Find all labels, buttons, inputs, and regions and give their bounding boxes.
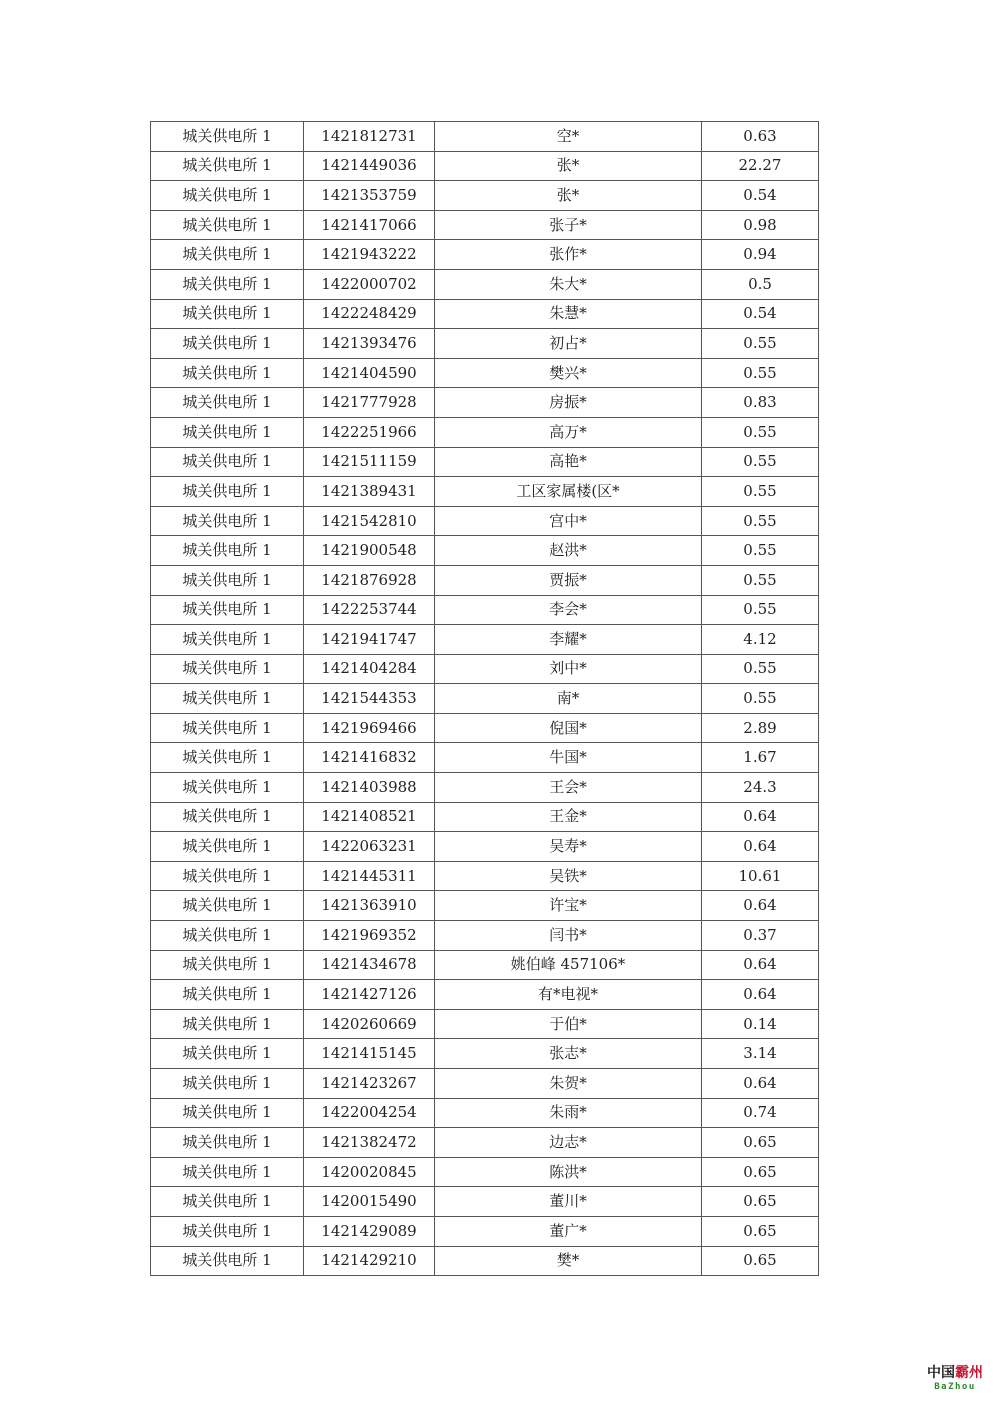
table-row bbox=[151, 1246, 819, 1276]
account-number-cell: 1421434678 bbox=[304, 950, 435, 980]
table-row bbox=[151, 1069, 819, 1099]
customer-name-cell: 董广* bbox=[435, 1216, 702, 1246]
customer-name-cell: 工区家属楼(区* bbox=[435, 477, 702, 507]
table-row bbox=[151, 210, 819, 240]
customer-name-cell: 刘中* bbox=[435, 654, 702, 684]
station-cell: 城关供电所 1 bbox=[151, 950, 304, 980]
table-row bbox=[151, 1039, 819, 1069]
customer-name-cell: 空* bbox=[435, 122, 702, 152]
customer-name-cell: 张子* bbox=[435, 210, 702, 240]
station-cell: 城关供电所 1 bbox=[151, 625, 304, 655]
account-number-cell: 1422004254 bbox=[304, 1098, 435, 1128]
amount-cell: 0.55 bbox=[702, 358, 819, 388]
station-cell: 城关供电所 1 bbox=[151, 1128, 304, 1158]
station-cell: 城关供电所 1 bbox=[151, 122, 304, 152]
account-number-cell: 1422248429 bbox=[304, 299, 435, 329]
customer-name-cell: 高万* bbox=[435, 417, 702, 447]
amount-cell: 0.65 bbox=[702, 1187, 819, 1217]
account-number-cell: 1421389431 bbox=[304, 477, 435, 507]
table-row bbox=[151, 861, 819, 891]
station-cell: 城关供电所 1 bbox=[151, 1009, 304, 1039]
customer-name-cell: 边志* bbox=[435, 1128, 702, 1158]
table-row bbox=[151, 388, 819, 418]
account-number-cell: 1421429210 bbox=[304, 1246, 435, 1276]
table-row bbox=[151, 921, 819, 951]
table-row bbox=[151, 980, 819, 1010]
table-row bbox=[151, 1187, 819, 1217]
watermark-title bbox=[922, 1366, 988, 1380]
station-cell: 城关供电所 1 bbox=[151, 773, 304, 803]
customer-name-cell: 董川* bbox=[435, 1187, 702, 1217]
station-cell: 城关供电所 1 bbox=[151, 1039, 304, 1069]
account-number-cell: 1421403988 bbox=[304, 773, 435, 803]
station-cell: 城关供电所 1 bbox=[151, 210, 304, 240]
account-number-cell: 1421777928 bbox=[304, 388, 435, 418]
customer-name-cell: 王会* bbox=[435, 773, 702, 803]
amount-cell: 3.14 bbox=[702, 1039, 819, 1069]
amount-cell: 10.61 bbox=[702, 861, 819, 891]
table-body bbox=[151, 122, 819, 1276]
customer-name-cell: 高艳* bbox=[435, 447, 702, 477]
account-number-cell: 1421363910 bbox=[304, 891, 435, 921]
table-row bbox=[151, 1128, 819, 1158]
table-row bbox=[151, 506, 819, 536]
amount-cell: 0.64 bbox=[702, 980, 819, 1010]
amount-cell: 0.83 bbox=[702, 388, 819, 418]
station-cell: 城关供电所 1 bbox=[151, 240, 304, 270]
customer-name-cell: 李耀* bbox=[435, 625, 702, 655]
station-cell: 城关供电所 1 bbox=[151, 891, 304, 921]
customer-name-cell: 姚伯峰 457106* bbox=[435, 950, 702, 980]
amount-cell: 0.98 bbox=[702, 210, 819, 240]
account-number-cell: 1421941747 bbox=[304, 625, 435, 655]
station-cell: 城关供电所 1 bbox=[151, 743, 304, 773]
table-row bbox=[151, 299, 819, 329]
account-number-cell: 1421429089 bbox=[304, 1216, 435, 1246]
account-number-cell: 1421544353 bbox=[304, 684, 435, 714]
customer-name-cell: 朱慧* bbox=[435, 299, 702, 329]
station-cell: 城关供电所 1 bbox=[151, 1157, 304, 1187]
account-number-cell: 1422251966 bbox=[304, 417, 435, 447]
table-row bbox=[151, 447, 819, 477]
table-row bbox=[151, 358, 819, 388]
customer-name-cell: 房振* bbox=[435, 388, 702, 418]
account-number-cell: 1421445311 bbox=[304, 861, 435, 891]
table-row bbox=[151, 595, 819, 625]
account-number-cell: 1421812731 bbox=[304, 122, 435, 152]
station-cell: 城关供电所 1 bbox=[151, 417, 304, 447]
table-row bbox=[151, 625, 819, 655]
table-row bbox=[151, 181, 819, 211]
station-cell: 城关供电所 1 bbox=[151, 477, 304, 507]
station-cell: 城关供电所 1 bbox=[151, 1216, 304, 1246]
table-row bbox=[151, 654, 819, 684]
station-cell: 城关供电所 1 bbox=[151, 654, 304, 684]
account-number-cell: 1421416832 bbox=[304, 743, 435, 773]
station-cell: 城关供电所 1 bbox=[151, 181, 304, 211]
amount-cell: 0.55 bbox=[702, 506, 819, 536]
watermark-logo bbox=[922, 1366, 988, 1392]
account-number-cell: 1422253744 bbox=[304, 595, 435, 625]
customer-name-cell: 贾振* bbox=[435, 565, 702, 595]
amount-cell: 0.55 bbox=[702, 477, 819, 507]
amount-cell: 0.54 bbox=[702, 299, 819, 329]
table-row bbox=[151, 802, 819, 832]
table-row bbox=[151, 417, 819, 447]
station-cell: 城关供电所 1 bbox=[151, 832, 304, 862]
account-number-cell: 1420260669 bbox=[304, 1009, 435, 1039]
table-row bbox=[151, 950, 819, 980]
table-row bbox=[151, 536, 819, 566]
account-number-cell: 1421404284 bbox=[304, 654, 435, 684]
customer-name-cell: 张* bbox=[435, 151, 702, 181]
amount-cell: 2.89 bbox=[702, 713, 819, 743]
amount-cell: 0.94 bbox=[702, 240, 819, 270]
customer-name-cell: 许宝* bbox=[435, 891, 702, 921]
table-row bbox=[151, 832, 819, 862]
customer-name-cell: 张志* bbox=[435, 1039, 702, 1069]
account-number-cell: 1421943222 bbox=[304, 240, 435, 270]
station-cell: 城关供电所 1 bbox=[151, 980, 304, 1010]
account-number-cell: 1421353759 bbox=[304, 181, 435, 211]
table-row bbox=[151, 773, 819, 803]
amount-cell: 0.55 bbox=[702, 565, 819, 595]
station-cell: 城关供电所 1 bbox=[151, 536, 304, 566]
watermark-part1: 中国 bbox=[927, 1365, 955, 1381]
table-row bbox=[151, 329, 819, 359]
customer-name-cell: 南* bbox=[435, 684, 702, 714]
watermark-sub: BaZhou bbox=[934, 1382, 976, 1392]
amount-cell: 24.3 bbox=[702, 773, 819, 803]
customer-name-cell: 宫中* bbox=[435, 506, 702, 536]
account-number-cell: 1421449036 bbox=[304, 151, 435, 181]
station-cell: 城关供电所 1 bbox=[151, 595, 304, 625]
amount-cell: 0.63 bbox=[702, 122, 819, 152]
table-row bbox=[151, 269, 819, 299]
amount-cell: 0.74 bbox=[702, 1098, 819, 1128]
table-row bbox=[151, 477, 819, 507]
account-number-cell: 1421542810 bbox=[304, 506, 435, 536]
amount-cell: 0.64 bbox=[702, 891, 819, 921]
table-row bbox=[151, 240, 819, 270]
account-number-cell: 1421427126 bbox=[304, 980, 435, 1010]
data-table bbox=[150, 121, 819, 1276]
station-cell: 城关供电所 1 bbox=[151, 1187, 304, 1217]
customer-name-cell: 樊兴* bbox=[435, 358, 702, 388]
station-cell: 城关供电所 1 bbox=[151, 1246, 304, 1276]
table-row bbox=[151, 122, 819, 152]
table-row bbox=[151, 1009, 819, 1039]
customer-name-cell: 王金* bbox=[435, 802, 702, 832]
amount-cell: 0.64 bbox=[702, 950, 819, 980]
amount-cell: 0.55 bbox=[702, 329, 819, 359]
customer-name-cell: 陈洪* bbox=[435, 1157, 702, 1187]
amount-cell: 0.65 bbox=[702, 1216, 819, 1246]
amount-cell: 1.67 bbox=[702, 743, 819, 773]
station-cell: 城关供电所 1 bbox=[151, 1098, 304, 1128]
account-number-cell: 1421900548 bbox=[304, 536, 435, 566]
account-number-cell: 1421393476 bbox=[304, 329, 435, 359]
station-cell: 城关供电所 1 bbox=[151, 329, 304, 359]
table-row bbox=[151, 713, 819, 743]
customer-name-cell: 赵洪* bbox=[435, 536, 702, 566]
station-cell: 城关供电所 1 bbox=[151, 713, 304, 743]
account-number-cell: 1422000702 bbox=[304, 269, 435, 299]
account-number-cell: 1421415145 bbox=[304, 1039, 435, 1069]
station-cell: 城关供电所 1 bbox=[151, 388, 304, 418]
station-cell: 城关供电所 1 bbox=[151, 861, 304, 891]
customer-name-cell: 张作* bbox=[435, 240, 702, 270]
customer-name-cell: 吴寿* bbox=[435, 832, 702, 862]
amount-cell: 0.55 bbox=[702, 684, 819, 714]
amount-cell: 0.55 bbox=[702, 595, 819, 625]
table-row bbox=[151, 565, 819, 595]
station-cell: 城关供电所 1 bbox=[151, 447, 304, 477]
table-row bbox=[151, 743, 819, 773]
customer-name-cell: 于伯* bbox=[435, 1009, 702, 1039]
customer-name-cell: 牛国* bbox=[435, 743, 702, 773]
amount-cell: 0.5 bbox=[702, 269, 819, 299]
station-cell: 城关供电所 1 bbox=[151, 299, 304, 329]
account-number-cell: 1420015490 bbox=[304, 1187, 435, 1217]
amount-cell: 0.55 bbox=[702, 654, 819, 684]
account-number-cell: 1421423267 bbox=[304, 1069, 435, 1099]
table-row bbox=[151, 1157, 819, 1187]
amount-cell: 22.27 bbox=[702, 151, 819, 181]
amount-cell: 0.65 bbox=[702, 1128, 819, 1158]
amount-cell: 0.55 bbox=[702, 417, 819, 447]
account-number-cell: 1421408521 bbox=[304, 802, 435, 832]
amount-cell: 4.12 bbox=[702, 625, 819, 655]
customer-name-cell: 倪国* bbox=[435, 713, 702, 743]
amount-cell: 0.64 bbox=[702, 1069, 819, 1099]
account-number-cell: 1421404590 bbox=[304, 358, 435, 388]
amount-cell: 0.55 bbox=[702, 447, 819, 477]
customer-name-cell: 张* bbox=[435, 181, 702, 211]
customer-name-cell: 初占* bbox=[435, 329, 702, 359]
watermark-part2: 霸州 bbox=[955, 1365, 983, 1381]
amount-cell: 0.55 bbox=[702, 536, 819, 566]
customer-name-cell: 朱贺* bbox=[435, 1069, 702, 1099]
amount-cell: 0.64 bbox=[702, 832, 819, 862]
table-row bbox=[151, 1216, 819, 1246]
table-row bbox=[151, 1098, 819, 1128]
amount-cell: 0.14 bbox=[702, 1009, 819, 1039]
station-cell: 城关供电所 1 bbox=[151, 921, 304, 951]
account-number-cell: 1421417066 bbox=[304, 210, 435, 240]
amount-cell: 0.65 bbox=[702, 1157, 819, 1187]
customer-name-cell: 李会* bbox=[435, 595, 702, 625]
table-row bbox=[151, 151, 819, 181]
account-number-cell: 1421969352 bbox=[304, 921, 435, 951]
customer-name-cell: 闫书* bbox=[435, 921, 702, 951]
account-number-cell: 1421511159 bbox=[304, 447, 435, 477]
station-cell: 城关供电所 1 bbox=[151, 1069, 304, 1099]
account-number-cell: 1421969466 bbox=[304, 713, 435, 743]
customer-name-cell: 朱大* bbox=[435, 269, 702, 299]
account-number-cell: 1422063231 bbox=[304, 832, 435, 862]
station-cell: 城关供电所 1 bbox=[151, 684, 304, 714]
amount-cell: 0.37 bbox=[702, 921, 819, 951]
station-cell: 城关供电所 1 bbox=[151, 151, 304, 181]
account-number-cell: 1421876928 bbox=[304, 565, 435, 595]
account-number-cell: 1421382472 bbox=[304, 1128, 435, 1158]
customer-name-cell: 樊* bbox=[435, 1246, 702, 1276]
station-cell: 城关供电所 1 bbox=[151, 565, 304, 595]
station-cell: 城关供电所 1 bbox=[151, 506, 304, 536]
amount-cell: 0.65 bbox=[702, 1246, 819, 1276]
amount-cell: 0.64 bbox=[702, 802, 819, 832]
table-row bbox=[151, 891, 819, 921]
customer-name-cell: 有*电视* bbox=[435, 980, 702, 1010]
amount-cell: 0.54 bbox=[702, 181, 819, 211]
account-number-cell: 1420020845 bbox=[304, 1157, 435, 1187]
customer-name-cell: 吴铁* bbox=[435, 861, 702, 891]
customer-name-cell: 朱雨* bbox=[435, 1098, 702, 1128]
station-cell: 城关供电所 1 bbox=[151, 358, 304, 388]
station-cell: 城关供电所 1 bbox=[151, 269, 304, 299]
station-cell: 城关供电所 1 bbox=[151, 802, 304, 832]
table-row bbox=[151, 684, 819, 714]
